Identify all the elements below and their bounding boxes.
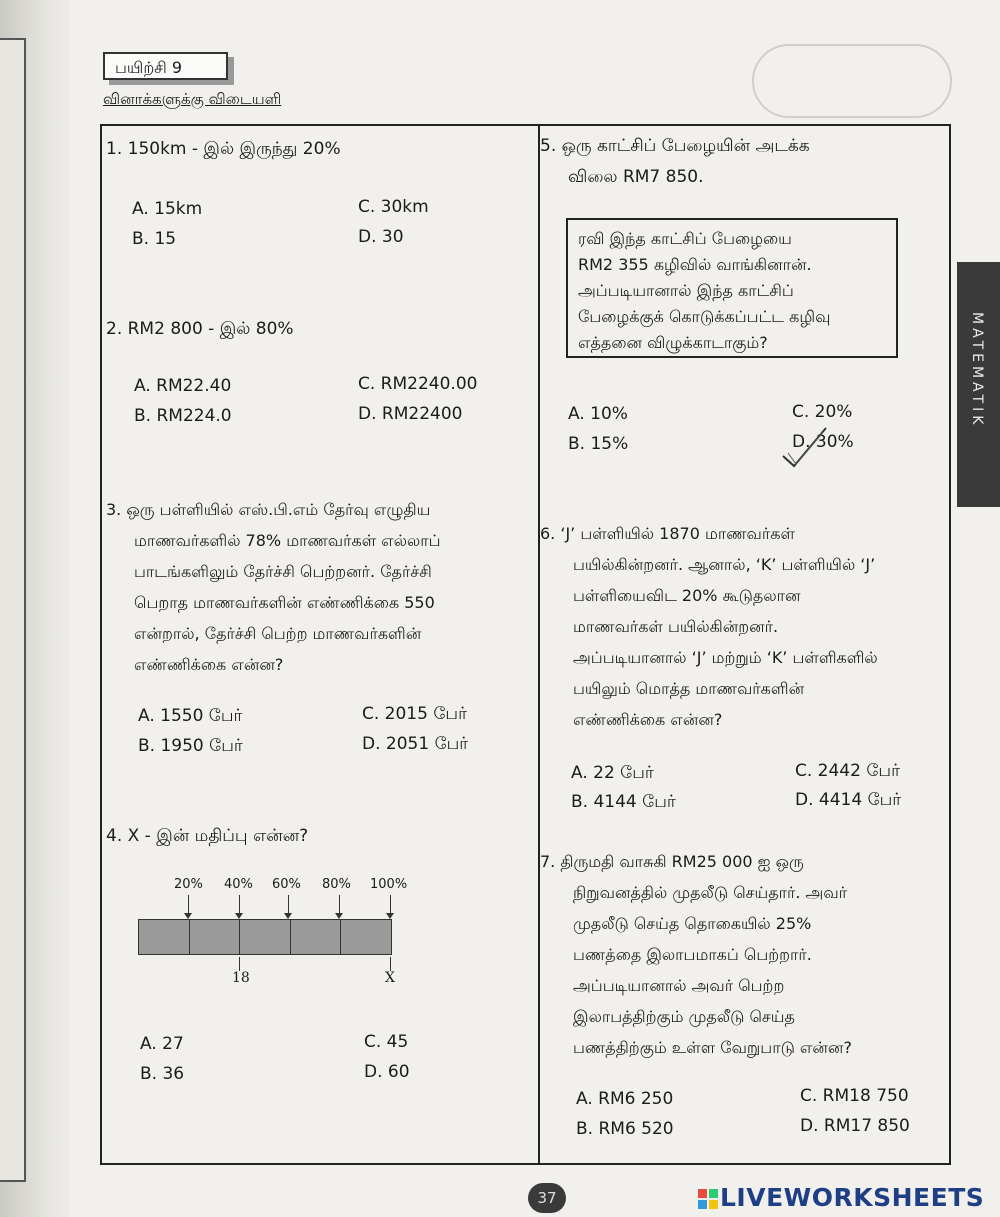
q4-option-a[interactable]: A. 27	[140, 1034, 184, 1054]
q3-line: பாடங்களிலும் தேர்ச்சி பெற்றனர். தேர்ச்சி	[134, 562, 432, 581]
q7-option-b[interactable]: B. RM6 520	[576, 1119, 674, 1139]
q7-line: இலாபத்திற்கும் முதலீடு செய்த	[573, 1007, 795, 1026]
bar-segment	[240, 920, 291, 954]
q3-line: 3. ஒரு பள்ளியில் எஸ்.பி.எம் தேர்வு எழுதிய	[106, 500, 431, 519]
q4-text: 4. X - இன் மதிப்பு என்ன?	[106, 826, 309, 846]
q6-line: பள்ளியைவிட 20% கூடுதலான	[573, 586, 801, 605]
q4-option-c[interactable]: C. 45	[364, 1032, 409, 1052]
q6-line: அப்படியானால் ‘J’ மற்றும் ‘K’ பள்ளிகளில்	[573, 648, 878, 667]
q5-option-a[interactable]: A. 10%	[568, 404, 628, 424]
q5-option-b[interactable]: B. 15%	[568, 434, 629, 454]
handwritten-tick-icon	[780, 426, 830, 470]
q5-text	[540, 131, 810, 193]
bar-segment	[139, 920, 190, 954]
q3-line: பெறாத மாணவர்களின் எண்ணிக்கை 550	[134, 593, 435, 612]
q3-line: என்றால், தேர்ச்சி பெற்ற மாணவர்களின்	[134, 624, 422, 643]
q2-option-c[interactable]: C. RM2240.00	[358, 374, 478, 394]
q5-box-line: எத்தனை விழுக்காடாகும்?	[578, 333, 768, 352]
q7-line: பணத்தை இலாபமாகப் பெற்றார்.	[573, 945, 812, 964]
q4-percent-label: 20%	[174, 877, 203, 892]
q1-option-d[interactable]: D. 30	[358, 227, 404, 247]
q2-text: 2. RM2 800 - இல் 80%	[106, 319, 294, 339]
logo-icon	[698, 1189, 718, 1209]
down-arrow-icon	[390, 895, 391, 917]
q6-option-c[interactable]: C. 2442 பேர்	[795, 761, 900, 781]
q3-option-a[interactable]: A. 1550 பேர்	[138, 706, 243, 726]
facing-page-edge	[0, 38, 26, 1182]
marker-line	[390, 957, 391, 971]
q5-scenario-box	[566, 218, 898, 358]
q3-option-d[interactable]: D. 2051 பேர்	[362, 734, 469, 754]
bar-segment	[190, 920, 241, 954]
q3-option-c[interactable]: C. 2015 பேர்	[362, 704, 467, 724]
exercise-tab-label: பயிற்சி 9	[115, 58, 183, 77]
q7-line: நிறுவனத்தில் முதலீடு செய்தார். அவர்	[573, 883, 847, 902]
q5-box-line: RM2 355 கழிவில் வாங்கினான்.	[578, 255, 812, 274]
q3-text	[106, 494, 441, 680]
q5-box-line: ரவி இந்த காட்சிப் பேழையை	[578, 229, 792, 248]
q4-option-b[interactable]: B. 36	[140, 1064, 185, 1084]
q4-percent-label: 60%	[272, 877, 301, 892]
q1-option-c[interactable]: C. 30km	[358, 197, 429, 217]
q1-option-a[interactable]: A. 15km	[132, 199, 203, 219]
q4-percent-label: 100%	[370, 877, 408, 892]
down-arrow-icon	[288, 895, 289, 917]
q4-known-value: 18	[232, 970, 250, 986]
q7-line: அப்படியானால் அவர் பெற்ற	[573, 976, 785, 995]
q4-percent-label: 40%	[224, 877, 253, 892]
q4-percent-label: 80%	[322, 877, 351, 892]
q7-line: பணத்திற்கும் உள்ள வேறுபாடு என்ன?	[573, 1038, 852, 1057]
q5-box-line: பேழைக்குக் கொடுக்கப்பட்ட கழிவு	[578, 307, 831, 326]
q6-line: பயில்கின்றனர். ஆனால், ‘K’ பள்ளியில் ‘J’	[573, 555, 876, 574]
exercise-tab	[103, 52, 228, 80]
q2-option-b[interactable]: B. RM224.0	[134, 406, 232, 426]
q5-line: விலை RM7 850.	[568, 167, 704, 187]
q1-option-b[interactable]: B. 15	[132, 229, 177, 249]
q7-line: 7. திருமதி வாசுகி RM25 000 ஐ ஒரு	[540, 852, 804, 871]
q2-option-d[interactable]: D. RM22400	[358, 404, 463, 424]
q7-text	[540, 846, 852, 1063]
q2-option-a[interactable]: A. RM22.40	[134, 376, 232, 396]
q5-line: 5. ஒரு காட்சிப் பேழையின் அடக்க	[540, 136, 810, 156]
q4-option-d[interactable]: D. 60	[364, 1062, 410, 1082]
down-arrow-icon	[339, 895, 340, 917]
q5-option-c[interactable]: C. 20%	[792, 402, 853, 422]
q4-unknown-label: X	[385, 970, 395, 986]
section-title: வினாக்களுக்கு விடையளி	[103, 90, 282, 108]
q6-line: மாணவர்கள் பயில்கின்றனர்.	[573, 617, 779, 636]
q3-line: மாணவர்களில் 78% மாணவர்கள் எல்லாப்	[134, 531, 441, 550]
page-number: 37	[528, 1183, 566, 1213]
q5-option-d[interactable]: D. 30%	[792, 432, 854, 452]
q6-option-b[interactable]: B. 4144 பேர்	[571, 792, 676, 812]
q4-bar-model	[138, 919, 392, 955]
q3-line: எண்ணிக்கை என்ன?	[134, 655, 284, 674]
subject-side-tab	[957, 262, 1000, 507]
bar-segment	[291, 920, 342, 954]
liveworksheets-logo[interactable]	[698, 1183, 984, 1212]
q6-option-d[interactable]: D. 4414 பேர்	[795, 790, 902, 810]
q7-option-a[interactable]: A. RM6 250	[576, 1089, 674, 1109]
bleed-through-shape	[752, 44, 952, 118]
q6-line: பயிலும் மொத்த மாணவர்களின்	[573, 679, 805, 698]
bar-segment	[341, 920, 391, 954]
q6-line: 6. ‘J’ பள்ளியில் 1870 மாணவர்கள்	[540, 524, 795, 543]
marker-line	[239, 957, 240, 971]
q7-option-d[interactable]: D. RM17 850	[800, 1116, 910, 1136]
q1-text: 1. 150km - இல் இருந்து 20%	[106, 139, 341, 159]
down-arrow-icon	[239, 895, 240, 917]
q5-box-line: அப்படியானால் இந்த காட்சிப்	[578, 281, 794, 300]
q6-line: எண்ணிக்கை என்ன?	[573, 710, 723, 729]
brand-name: LIVEWORKSHEETS	[720, 1183, 985, 1212]
q7-option-c[interactable]: C. RM18 750	[800, 1086, 909, 1106]
q3-option-b[interactable]: B. 1950 பேர்	[138, 736, 243, 756]
down-arrow-icon	[188, 895, 189, 917]
q7-line: முதலீடு செய்த தொகையில் 25%	[573, 914, 812, 933]
subject-label: MATEMATIK	[969, 312, 985, 429]
q6-text	[540, 518, 878, 735]
q6-option-a[interactable]: A. 22 பேர்	[571, 763, 654, 783]
